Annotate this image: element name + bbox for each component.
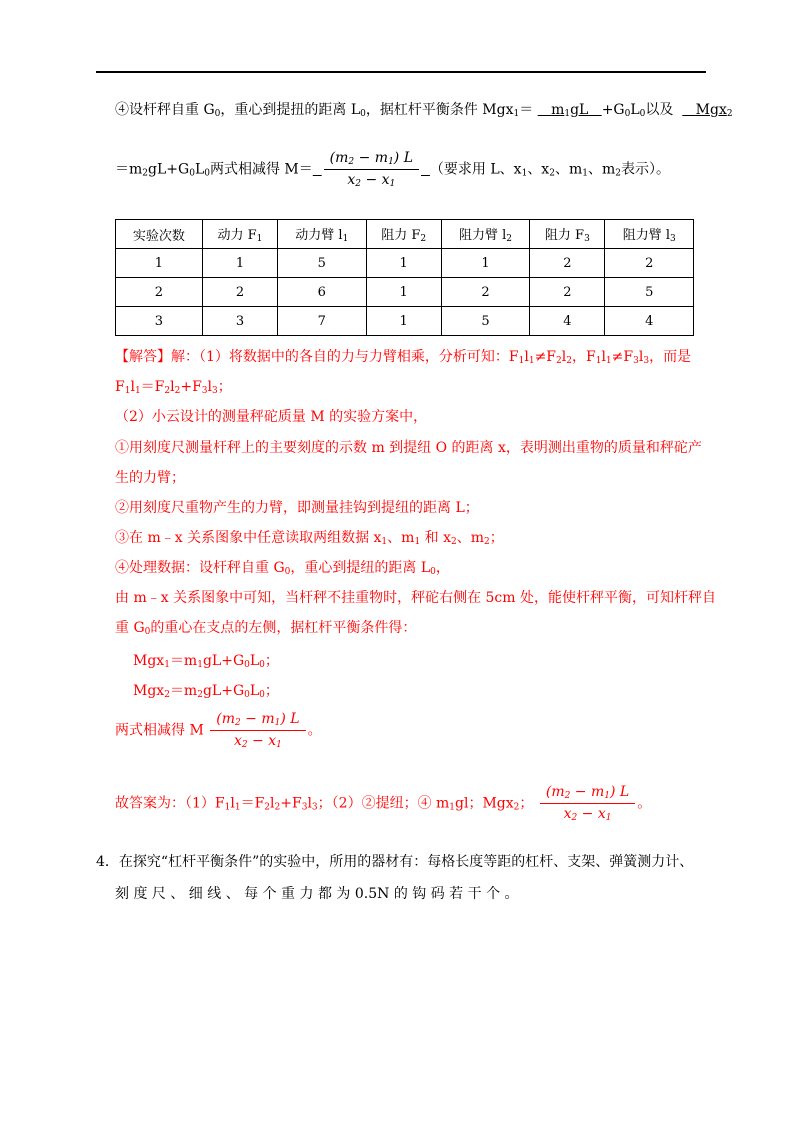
answer-tag: 【解答】 [115,349,171,365]
text: ④处理数据：设杆秤自重 G [115,560,285,576]
answer-line-7: ③在 m﹣x 关系图象中任意读取两组数据 $x_1$、$m_1$ 和 $x_2$、$m_2$； [115,530,504,547]
text: 解：（1）将数据中的各自的力与力臂相乘，分析可知：F [171,349,519,365]
table-cell: 2 [116,278,203,307]
table-cell: 5 [278,249,367,278]
table-cell: 2 [530,278,605,307]
table-cell: 7 [278,307,367,336]
text: ，据杠杆平衡条件 Mgx [365,102,514,118]
text: ③在 m﹣x 关系图象中任意读取两组数据 x [115,530,382,546]
q4-line-1: 4．在探究“杠杆平衡条件”的实验中，所用的器材有：每格长度等距的杠杆、支架、弹簧测力计、 [96,854,694,870]
answer-line-4: ①用刻度尺测量杆秤上的主要刻度的示数 m 到提纽 O 的距离 x，表明测出重物的质量和秤砣产 [115,440,702,456]
table-cell: 2 [605,249,694,278]
text: ＝m [115,161,143,178]
answer-blank-1: $m_1gL$ [551,102,589,119]
q3-line2: $=m_2gL+G_0L_0$两式相减得 M＝ $\frac{(m_2 - m_1) L}{x_2 - x_1}$ （要求用 L、$x_1$、$x_2$、$m_1$、$m_2$表示）。 [115,150,670,189]
table-row [116,278,694,307]
text: 两式相减得 M＝ [209,161,313,178]
table-cell: 1 [366,249,441,278]
table-cell: 3 [116,307,203,336]
fraction-M-result: $\frac{(m_2 - m_1) L}{x_2 - x_1}$ [210,711,305,750]
text: （要求用 L、x [429,161,522,178]
q4-line-2: 刻 度 尺 、 细 线 、 每 个 重 力 都 为 0.5N 的 钩 码 若 干 个 。 [115,886,519,902]
answer-line-2: $F_1l_1=F_2l_2+F_3l_3$； [115,379,232,396]
text: 表示）。 [620,161,670,178]
table-cell: 2 [530,249,605,278]
answer-line-5: 生的力臂； [115,470,185,486]
table-header-row [116,220,694,249]
text: ④设杆秤自重 G [115,102,215,118]
equation-1: $Mgx_1=m_1gL+G_0L_0$； [133,653,279,670]
table-header-cell: 动力 $F_1$ [202,220,277,249]
table-cell: 5 [441,307,530,336]
table-cell: 4 [530,307,605,336]
text: 、x [527,161,550,178]
final-answer-line: 故答案为：$(1)F_1l_1=F_2l_2+F_3l_3$；（2）②提纽；④ $m_1gl$；Mgx$_2$； $\frac{(m_2 - m_1) L}{x_2 - x_1}$ 。 [115,784,652,823]
table-cell: 1 [366,307,441,336]
text: 故答案为：（1）F [115,795,225,812]
text: 重 G [115,620,145,636]
answer-line-3: （2）小云设计的测量秤砣质量 M 的实验方案中， [115,409,428,425]
text: 以及 [645,102,674,118]
table-row [116,249,694,278]
text: 、m [554,161,583,178]
table-row [116,307,694,336]
table-header-cell: 阻力臂 $l_3$ [605,220,694,249]
data-table [115,219,694,336]
table-header-cell: 阻力 $F_2$ [366,220,441,249]
table-cell: 1 [202,249,277,278]
text: 的重心在支点的左侧，据杠杆平衡条件得： [150,620,417,636]
text: ，重心到提扭的距离 L [220,102,361,118]
table-cell: 5 [605,278,694,307]
q3-line1: ④设杆秤自重 $G_0$，重心到提扭的距离 $L_0$，据杠杆平衡条件 Mgx$_1$＝ $m_1gL$ $+G_0L_0$以及 Mgx$_2$ [115,102,733,119]
table-cell: 6 [278,278,367,307]
answer-blank-2: Mgx$_2$ [695,102,733,119]
text: +G [601,102,625,118]
text: 而是 [663,349,692,365]
answer-line-8: ④处理数据：设杆秤自重 $G_0$，重心到提纽的距离 $L_0$， [115,560,450,577]
text: 两式相减得 M [115,722,204,739]
fraction-M-final: $\frac{(m_2 - m_1) L}{x_2 - x_1}$ [540,784,635,823]
table-cell: 2 [441,278,530,307]
table-cell: 1 [441,249,530,278]
table-header-cell: 阻力 $F_3$ [530,220,605,249]
table-header-cell: 阻力臂 $l_2$ [441,220,530,249]
equation-2: $Mgx_2=m_2gL+G_0L_0$； [133,683,279,700]
top-rule [96,71,706,73]
answer-line-1: 【解答】解：（1）将数据中的各自的力与力臂相乘，分析可知：$F_1l_1\ne F_2l_2$，$F_1l_1\ne F_3l_3$，而是 [115,349,692,366]
text: ＝ [519,102,534,118]
table-header-cell: 动力臂 $l_1$ [278,220,367,249]
answer-line-10: 重 $G_0$的重心在支点的左侧，据杠杆平衡条件得： [115,620,417,637]
table-cell: 1 [116,249,203,278]
table-cell: 4 [605,307,694,336]
fraction-M: $\frac{(m_2 - m_1) L}{x_2 - x_1}$ [324,150,419,189]
answer-result-line: 两式相减得 M $\frac{(m_2 - m_1) L}{x_2 - x_1}$ 。 [115,711,322,750]
text: gL+G [148,161,190,178]
answer-line-9: 由 m﹣x 关系图象中可知，当杆秤不挂重物时，秤砣右侧在 5cm 处，能使杆秤平衡，可知杆秤自 [115,590,716,606]
table-cell: 2 [202,278,277,307]
answer-line-6: ②用刻度尺重物产生的力臂，即测量挂钩到提纽的距离 L； [115,500,479,516]
table-cell: 3 [202,307,277,336]
table-header-cell: 实验次数 [116,220,203,249]
text: 、m [587,161,616,178]
table-cell: 1 [366,278,441,307]
